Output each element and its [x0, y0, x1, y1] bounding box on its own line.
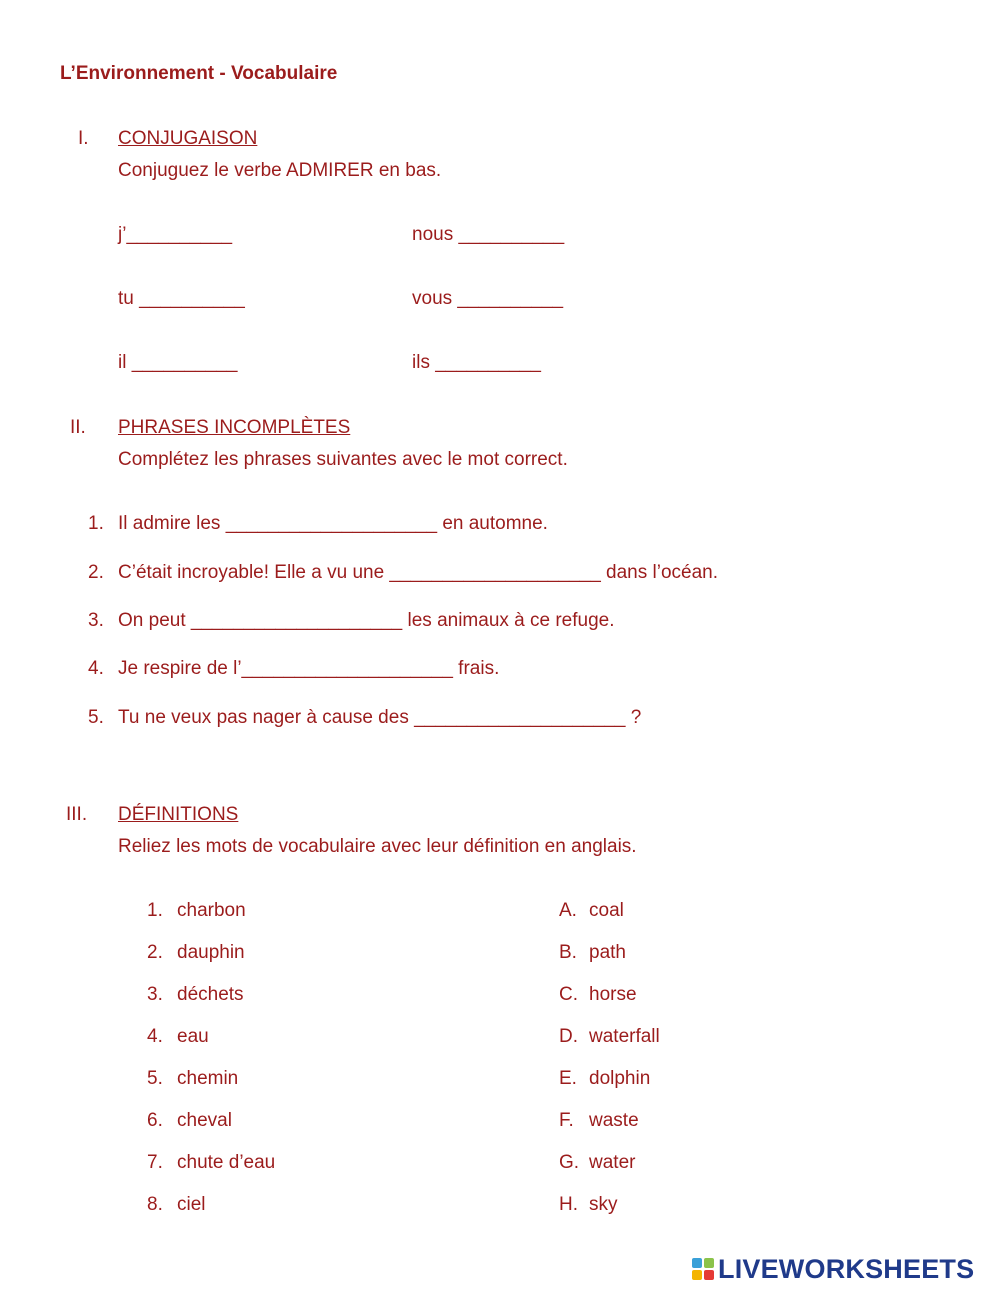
definition-item[interactable]: sky — [589, 1194, 618, 1215]
word-number: 4. — [147, 1026, 163, 1047]
section3-heading: DÉFINITIONS — [118, 804, 239, 825]
section2-heading: PHRASES INCOMPLÈTES — [118, 417, 351, 438]
logo-mark-square — [692, 1258, 702, 1268]
logo-mark-icon — [692, 1258, 714, 1280]
sentence-number: 1. — [88, 513, 104, 534]
word-item[interactable]: eau — [177, 1026, 209, 1047]
word-item[interactable]: ciel — [177, 1194, 206, 1215]
sentence-number: 3. — [88, 610, 104, 631]
logo-mark-square — [704, 1270, 714, 1280]
sentence-text[interactable]: Tu ne veux pas nager à cause des ____________________ ? — [118, 707, 642, 728]
definition-item[interactable]: waterfall — [589, 1026, 660, 1047]
word-number: 8. — [147, 1194, 163, 1215]
sentence-number: 4. — [88, 658, 104, 679]
conj-vous-blank[interactable]: vous __________ — [412, 288, 564, 309]
definition-letter: A. — [559, 900, 577, 921]
word-number: 5. — [147, 1068, 163, 1089]
logo-text: LIVEWORKSHEETS — [718, 1254, 975, 1284]
conj-il-blank[interactable]: il __________ — [118, 352, 238, 373]
sentence-number: 2. — [88, 562, 104, 583]
word-item[interactable]: dauphin — [177, 942, 245, 963]
definition-letter: H. — [559, 1194, 578, 1215]
sentence-text[interactable]: On peut ____________________ les animaux à ce refuge. — [118, 610, 615, 631]
word-item[interactable]: chemin — [177, 1068, 239, 1089]
sentence-text[interactable]: Il admire les ____________________ en automne. — [118, 513, 548, 534]
word-number: 2. — [147, 942, 163, 963]
definition-letter: C. — [559, 984, 578, 1005]
word-item[interactable]: déchets — [177, 984, 244, 1005]
word-item[interactable]: cheval — [177, 1110, 232, 1131]
section2-numeral: II. — [70, 417, 86, 438]
sentence-text[interactable]: Je respire de l’____________________ frais. — [118, 658, 500, 679]
definition-letter: G. — [559, 1152, 580, 1173]
definition-letter: B. — [559, 942, 577, 963]
definition-letter: D. — [559, 1026, 578, 1047]
sentence-text[interactable]: C’était incroyable! Elle a vu une ____________________ dans l’océan. — [118, 562, 719, 583]
definition-item[interactable]: water — [589, 1152, 636, 1173]
conj-nous-blank[interactable]: nous __________ — [412, 224, 565, 245]
word-number: 7. — [147, 1152, 163, 1173]
sentence-number: 5. — [88, 707, 104, 728]
word-number: 3. — [147, 984, 163, 1005]
conj-ils-blank[interactable]: ils __________ — [412, 352, 541, 373]
section1-numeral: I. — [78, 128, 89, 149]
word-number: 6. — [147, 1110, 163, 1131]
section1-instruction: Conjuguez le verbe ADMIRER en bas. — [118, 160, 442, 181]
conj-je-blank[interactable]: j’__________ — [118, 224, 233, 245]
conj-tu-blank[interactable]: tu __________ — [118, 288, 245, 309]
definition-item[interactable]: dolphin — [589, 1068, 651, 1089]
definition-letter: E. — [559, 1068, 577, 1089]
definition-letter: F. — [559, 1110, 574, 1131]
definition-item[interactable]: path — [589, 942, 626, 963]
definition-item[interactable]: waste — [589, 1110, 639, 1131]
section3-instruction: Reliez les mots de vocabulaire avec leur définition en anglais. — [118, 836, 637, 857]
word-item[interactable]: charbon — [177, 900, 246, 921]
word-item[interactable]: chute d’eau — [177, 1152, 276, 1173]
logo-mark-square — [692, 1270, 702, 1280]
definition-item[interactable]: coal — [589, 900, 624, 921]
logo-mark-square — [704, 1258, 714, 1268]
section2-instruction: Complétez les phrases suivantes avec le mot correct. — [118, 449, 568, 470]
liveworksheets-logo — [692, 1254, 974, 1284]
section3-numeral: III. — [66, 804, 88, 825]
definition-item[interactable]: horse — [589, 984, 637, 1005]
section1-heading: CONJUGAISON — [118, 128, 258, 149]
page-title: L’Environnement - Vocabulaire — [60, 63, 338, 84]
word-number: 1. — [147, 900, 163, 921]
